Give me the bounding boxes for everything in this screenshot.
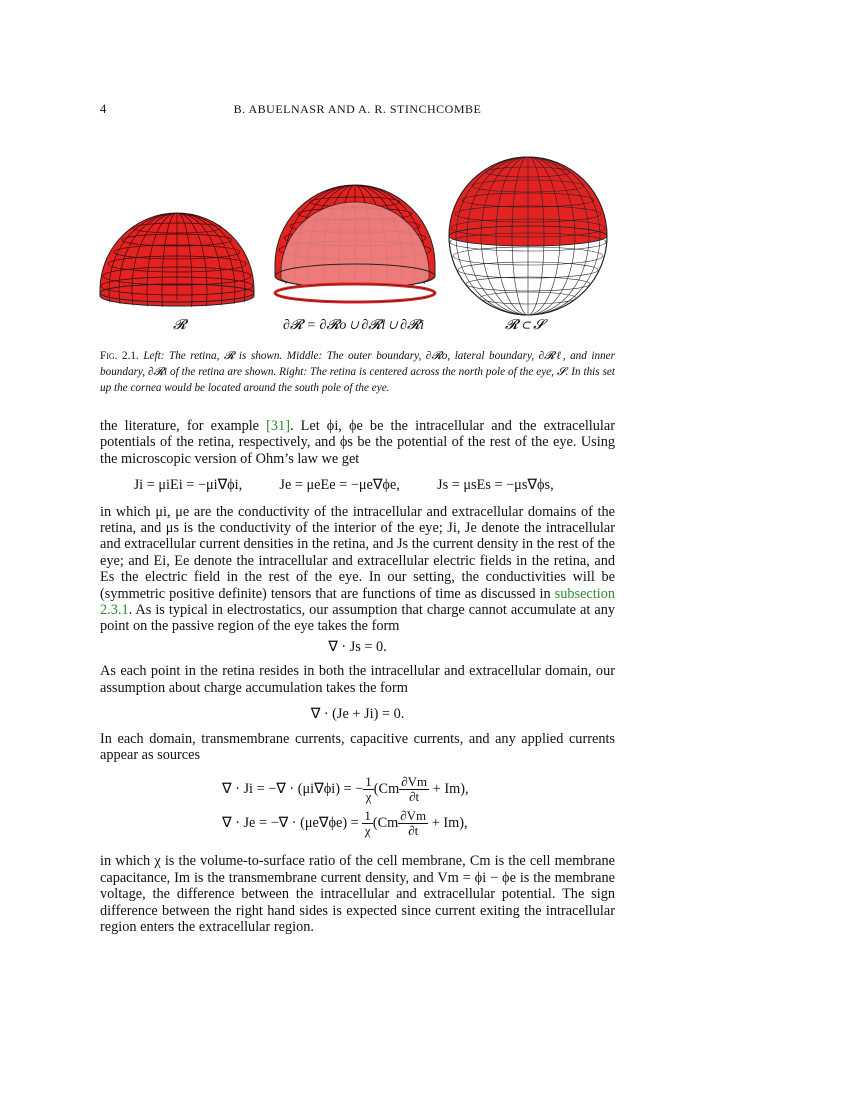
eq4-row1-tail: + Im), (432, 781, 469, 798)
citation-link[interactable]: [31] (266, 418, 290, 434)
eq4-row2-frac-v: $\frac{\partial Vm}{\partial t}$ (400, 808, 427, 839)
p1-text-b: . Let ϕi, ϕe be the intracellular and the extracellular potentials of the retina, respectively, and ϕs be the potential of the rest of the eye. Using the microscopic version of Ohm’s law we get (100, 418, 615, 467)
paragraph-1 (100, 418, 615, 467)
paragraph-5: in which χ is the volume-to-surface ratio of the cell membrane, Cm is the cell membrane capacitance, Im is the transmembrane current density, and Vm = ϕi − ϕe is the membrane voltage, the difference between the intracellular and extracellular potential. The sign difference between the right hand sides is expected since current exiting the intracellular region enters the extracellular region. (100, 853, 615, 935)
paragraph-2 (100, 504, 615, 635)
equation-sources (100, 771, 615, 841)
eq4-row-extracellular (222, 809, 468, 838)
label-right: 𝓡 ⊂ 𝓢 (505, 318, 545, 333)
eq4-row-intracellular (222, 775, 469, 804)
eq1-js: Js = μsEs = −μs∇ϕs, (437, 477, 554, 494)
p2-text-a: in which μi, μe are the conductivity of the intracellular and extracellular domains of the retina, and μs is the conductivity of the interior of the eye; Ji, Je denote the intracellular and extracellular current densities in the retina, and Js the current density in the rest of the eye; and Ei, Ee denote the intracellular and extracellular electric fields in the retina, and Es the electric field in the rest of the eye. In our setting, the conductivities will be (symmetric positive definite) tensors that are functions of time as discussed in (100, 503, 615, 602)
figure-domes (95, 150, 615, 340)
equation-charge: ∇ · (Je + Ji) = 0. (310, 706, 405, 723)
subsection-link[interactable]: subsection 2.3.1 (100, 585, 615, 619)
caption-lead: Fig. 2.1. (100, 350, 139, 362)
header-authors: B. ABUELNASR AND A. R. STINCHCOMBE (233, 102, 482, 116)
right-sphere (449, 157, 607, 315)
eq4-row1-cm: (Cm (373, 781, 400, 798)
figure-2-1 (95, 150, 615, 340)
caption-text: Left: The retina, 𝓡 is shown. Middle: The outer boundary, ∂𝓡o, lateral boundary, ∂𝓡ℓ, and inner boundary, ∂𝓡i of the retina are shown. Right: The retina is centered across the north pole of the eye, 𝓢. In this set up the cornea would be located around the south pole of the eye. (100, 350, 615, 394)
label-left: 𝓡 (173, 318, 187, 333)
equation-passive: ∇ · Js = 0. (328, 638, 387, 655)
paragraph-4: In each domain, transmembrane currents, capacitive currents, and any applied currents appear as sources (100, 730, 615, 763)
eq4-row2-cm: (Cm (372, 815, 399, 832)
eq1-je: Je = μeEe = −μe∇ϕe, (279, 477, 400, 494)
eq4-row1-frac-one: $\frac{1}{\chi}$ (365, 774, 372, 805)
equation-ohm (100, 477, 615, 493)
eq4-row1-frac-v: $\frac{\partial Vm}{\partial t}$ (401, 774, 428, 805)
label-middle: ∂𝓡 = ∂𝓡o ∪ ∂𝓡l ∪ ∂𝓡i (283, 318, 424, 333)
eq4-row1-lhs: ∇ · Ji = −∇ · (μi∇ϕi) = − (222, 781, 364, 798)
p2-text-b: . As is typical in electrostatics, our assumption that charge cannot accumulate at any point on the passive region of the eye takes the form (100, 602, 615, 635)
eq4-row2-tail: + Im), (431, 815, 468, 832)
running-header (100, 102, 615, 120)
eq4-row2-lhs: ∇ · Je = −∇ · (μe∇ϕe) = (222, 815, 359, 832)
middle-domes (275, 185, 435, 340)
page-number: 4 (100, 102, 107, 116)
body-text (100, 418, 615, 935)
eq4-row2-frac-one: $\frac{1}{\chi}$ (364, 808, 371, 839)
figure-caption (100, 348, 615, 396)
eq1-ji: Ji = μiEi = −μi∇ϕi, (133, 477, 243, 494)
p1-text-a: the literature, for example (100, 418, 267, 434)
paragraph-3: As each point in the retina resides in both the intracellular and extracellular domain, our assumption about charge accumulation takes the form (100, 663, 615, 696)
